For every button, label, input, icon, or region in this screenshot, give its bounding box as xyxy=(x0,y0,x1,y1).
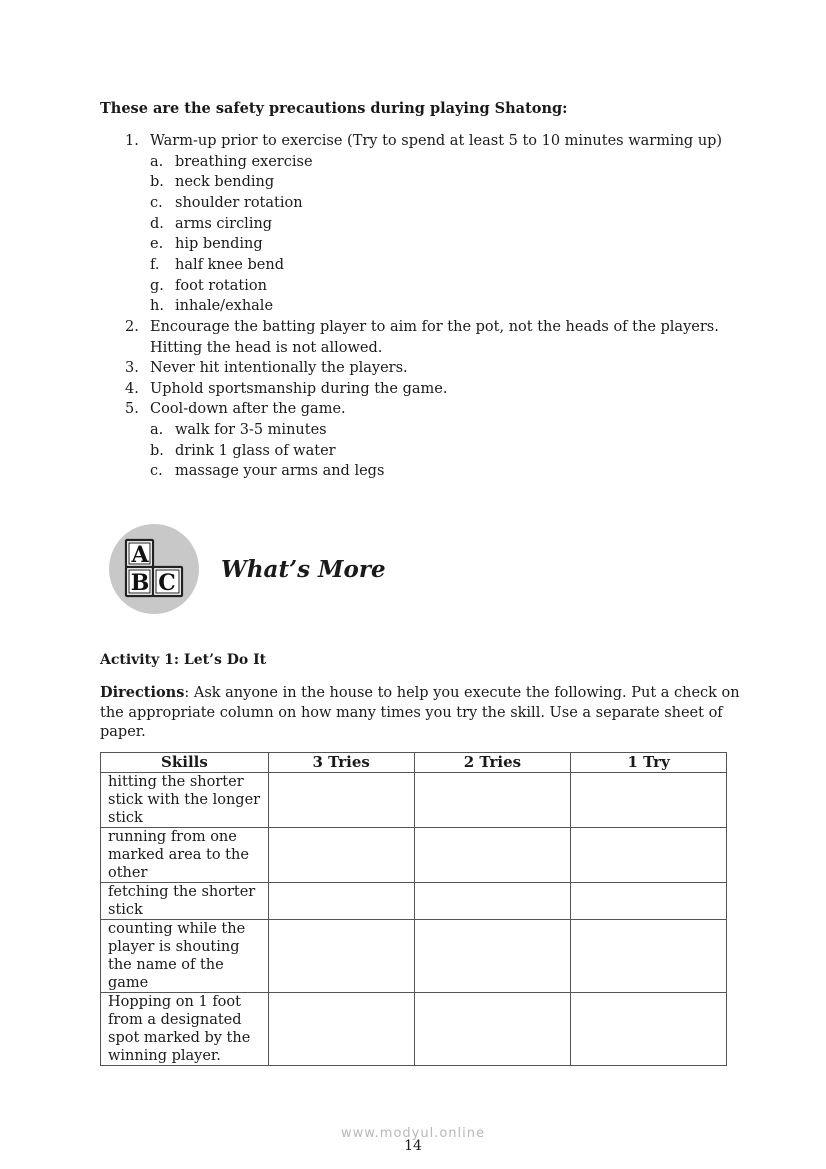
sub-item-number: c. xyxy=(150,195,163,211)
sub-item-number: h. xyxy=(150,298,164,314)
list-item-text: Never hit intentionally the players. xyxy=(150,360,408,376)
check-cell[interactable] xyxy=(414,993,571,1066)
sub-item-text: neck bending xyxy=(175,174,275,190)
item-number: 5. xyxy=(125,401,139,417)
check-cell[interactable] xyxy=(414,883,571,920)
check-cell[interactable] xyxy=(571,993,727,1066)
sub-item-number: c. xyxy=(150,463,163,479)
skill-cell: fetching the shorter stick xyxy=(101,883,269,920)
check-cell[interactable] xyxy=(268,920,414,993)
skill-cell: Hopping on 1 foot from a designated spot marked by the winning player. xyxy=(101,993,269,1066)
item-number: 1. xyxy=(125,133,139,149)
sub-item-number: e. xyxy=(150,236,164,252)
skill-cell: counting while the player is shouting the name of the game xyxy=(101,920,269,993)
item-number: 4. xyxy=(125,381,139,397)
column-header: 2 Tries xyxy=(414,753,571,773)
directions-text: : Ask anyone in the house to help you execute the following. Put a check on the appropriate column on how many times you try the skill. Use a separate sheet of paper. xyxy=(100,685,740,740)
table-row xyxy=(101,883,727,920)
check-cell[interactable] xyxy=(571,828,727,883)
table-row xyxy=(101,773,727,828)
item-number: 3. xyxy=(125,360,139,376)
abc-blocks-icon xyxy=(107,523,203,615)
check-cell[interactable] xyxy=(268,828,414,883)
skill-cell: hitting the shorter stick with the longer stick xyxy=(101,773,269,828)
check-cell[interactable] xyxy=(571,773,727,828)
check-cell[interactable] xyxy=(268,883,414,920)
sub-item-text: walk for 3-5 minutes xyxy=(175,422,327,438)
check-cell[interactable] xyxy=(268,773,414,828)
block-letter: B xyxy=(130,570,150,596)
sub-item-number: b. xyxy=(150,174,164,190)
list-item-continuation: Hitting the head is not allowed. xyxy=(150,340,383,356)
section-title: What’s More xyxy=(221,556,386,583)
sub-item-text: shoulder rotation xyxy=(175,195,303,211)
list-item-text: Warm-up prior to exercise (Try to spend at least 5 to 10 minutes warming up) xyxy=(150,133,723,149)
list-item xyxy=(125,131,139,152)
directions-label: Directions xyxy=(100,684,185,701)
table-row xyxy=(101,828,727,883)
check-cell[interactable] xyxy=(414,773,571,828)
sub-item-text: breathing exercise xyxy=(175,154,313,170)
table-row xyxy=(101,920,727,993)
sub-item-number: b. xyxy=(150,443,164,459)
activity-title: Activity 1: Let’s Do It xyxy=(100,652,267,668)
check-cell[interactable] xyxy=(268,993,414,1066)
list-item-text: Uphold sportsmanship during the game. xyxy=(150,381,448,397)
table-header-row xyxy=(101,753,727,773)
watermark: www.modyul.online xyxy=(340,1126,486,1141)
check-cell[interactable] xyxy=(571,920,727,993)
page-number: 14 xyxy=(404,1138,422,1154)
directions-paragraph xyxy=(100,683,740,743)
sub-item-text: inhale/exhale xyxy=(175,298,274,314)
check-cell[interactable] xyxy=(414,828,571,883)
item-number: 2. xyxy=(125,319,139,335)
section-heading: These are the safety precautions during playing Shatong: xyxy=(100,100,568,117)
sub-item-text: foot rotation xyxy=(175,278,267,294)
block-letter: C xyxy=(158,570,176,596)
sub-item-number: f. xyxy=(150,257,160,273)
column-header: 1 Try xyxy=(571,753,727,773)
check-cell[interactable] xyxy=(414,920,571,993)
sub-item-number: d. xyxy=(150,216,164,232)
column-header: Skills xyxy=(101,753,269,773)
block-letter: A xyxy=(131,542,149,568)
sub-item-text: arms circling xyxy=(175,216,273,232)
sub-item-text: massage your arms and legs xyxy=(175,463,385,479)
sub-item-text: drink 1 glass of water xyxy=(175,443,336,459)
sub-item-text: half knee bend xyxy=(175,257,284,273)
skills-table xyxy=(100,752,727,1066)
check-cell[interactable] xyxy=(571,883,727,920)
list-item-text: Encourage the batting player to aim for the pot, not the heads of the players. xyxy=(150,319,719,335)
column-header: 3 Tries xyxy=(268,753,414,773)
sub-item-text: hip bending xyxy=(175,236,263,252)
table-row xyxy=(101,993,727,1066)
sub-item-number: g. xyxy=(150,278,164,294)
sub-item-number: a. xyxy=(150,154,164,170)
list-item-text: Cool-down after the game. xyxy=(150,401,346,417)
skill-cell: running from one marked area to the other xyxy=(101,828,269,883)
sub-item-number: a. xyxy=(150,422,164,438)
